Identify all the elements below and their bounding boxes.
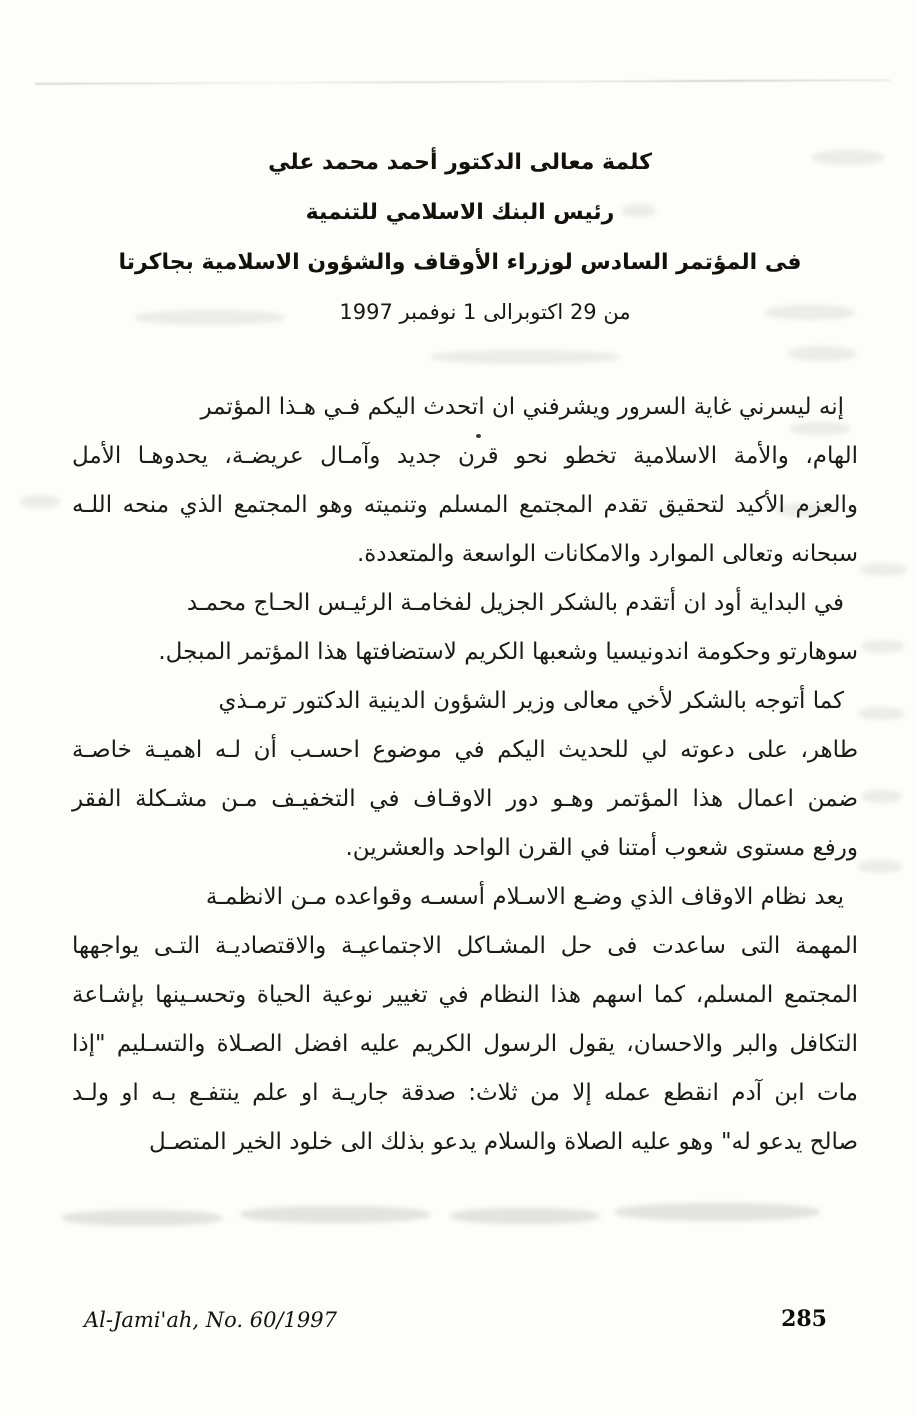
bleed-through-artifact: [20, 495, 60, 508]
page-number: 285: [781, 1306, 827, 1332]
paragraph-line: طاهر، على دعوته لي للحديث اليكم في موضوع احسـب أن لـه اهميـة خاصـة: [72, 737, 858, 763]
paragraph-line: سوهارتو وحكومة اندونيسيا وشعبها الكريم لاستضافتها هذا المؤتمر المبجل.: [158, 639, 858, 665]
paragraph-line: والعزم الأكيد لتحقيق تقدم المجتمع المسلم وتنميته وهو المجتمع الذي منحه اللـه: [72, 492, 858, 518]
paragraph-line: ورفع مستوى شعوب أمتنا في القرن الواحد والعشرين.: [345, 835, 858, 861]
paragraph-line: في البداية أود ان أتقدم بالشكر الجزيل لفخامـة الرئيـس الحـاج محمـد: [186, 590, 844, 616]
paragraph-line: إنه ليسرني غاية السرور ويشرفني ان اتحدث اليكم فـي هـذا المؤتمر: [200, 394, 844, 420]
conference-title-line: فى المؤتمر السادس لوزراء الأوقاف والشؤون الاسلامية بجاكرتا: [118, 250, 802, 275]
paragraph-line: التكافل والبر والاحسان، يقول الرسول الكريم عليه افضل الصـلاة والتسـليم "إذا: [72, 1031, 858, 1057]
bleed-through-artifact: [430, 350, 620, 364]
speaker-role-line: رئيس البنك الاسلامي للتنمية: [305, 200, 615, 225]
bleed-through-artifact: [450, 1208, 600, 1224]
title-block: [65, 138, 855, 336]
bleed-through-artifact: [788, 346, 856, 361]
paragraph-line: سبحانه وتعالى الموارد والامكانات الواسعة والمتعددة.: [356, 541, 858, 567]
paragraph-line: ضمن اعمال هذا المؤتمر وهـو دور الاوقـاف في التخفيـف مـن مشـكلة الفقر: [72, 786, 858, 812]
bleed-through-artifact: [862, 790, 902, 803]
paragraph-line: مات ابن آدم انقطع عمله إلا من ثلاث: صدقة جاريـة او علم ينتفـع بـه او ولـد: [72, 1080, 858, 1106]
journal-citation: Al-Jami'ah, No. 60/1997: [84, 1308, 337, 1332]
paragraph-line: يعد نظام الاوقاف الذي وضـع الاسـلام أسسـه وقواعده مـن الانظمـة: [205, 884, 844, 910]
bleed-through-artifact: [615, 1203, 820, 1221]
speech-title-line: كلمة معالى الدكتور أحمد محمد علي: [268, 150, 652, 175]
paragraph-line: الهام، والأمة الاسلامية تخطو نحو قرن جديد وآمـال عريضـة، يحدوهـا الأمل: [72, 443, 858, 469]
bleed-through-artifact: [862, 640, 904, 653]
bleed-through-artifact: [62, 1210, 222, 1226]
bleed-through-artifact: [240, 1206, 430, 1223]
paragraph-line: كما أتوجه بالشكر لأخي معالى وزير الشؤون الدينية الدكتور ترمـذي: [218, 688, 844, 714]
speech-body: [72, 383, 858, 1167]
bleed-through-artifact: [860, 563, 906, 576]
bleed-through-artifact: [858, 707, 904, 720]
scan-streak-artifact: [35, 79, 890, 85]
paragraph-line: المجتمع المسلم، كما اسهم هذا النظام في تغيير نوعية الحياة وتحسـينها بإشـاعة: [72, 982, 858, 1008]
conference-date-line: من 29 اكتوبرالى 1 نوفمبر 1997: [339, 300, 631, 324]
paragraph-line: المهمة التى ساعدت فى حل المشـاكل الاجتماعيـة والاقتصاديـة التـى يواجهها: [72, 933, 858, 959]
paragraph-line: صالح يدعو له" وهو عليه الصلاة والسلام يدعو بذلك الى خلود الخير المتصـل: [148, 1129, 858, 1155]
bleed-through-artifact: [858, 860, 902, 873]
